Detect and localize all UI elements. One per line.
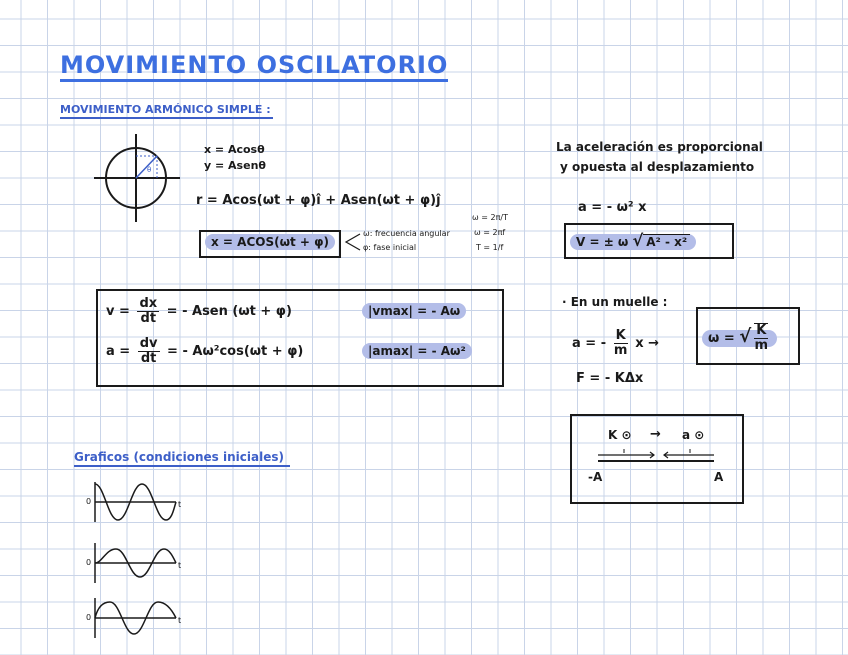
acel-line1: La aceleración es proporcional <box>556 140 763 154</box>
v-eq-left: V = ± ω <box>576 235 629 249</box>
graph-1-origin: 0 <box>86 497 92 506</box>
a-omega-equation: a = - ω² x <box>578 200 647 215</box>
x-time-box <box>199 230 341 258</box>
spring-diagram-lines <box>572 416 742 502</box>
phi-label: φ: fase inicial <box>363 243 417 252</box>
hooke-equation: F = - KΔx <box>576 371 644 386</box>
v-num: dx <box>139 296 158 311</box>
amax-equation: |amax| = - Aω² <box>362 343 472 359</box>
y-equation: y = Asenθ <box>204 159 266 172</box>
graph-3-t: t <box>178 616 182 625</box>
graph-3-curve <box>86 596 184 640</box>
graph-2 <box>86 541 184 585</box>
muelle-a-lhs: a = - <box>572 336 607 351</box>
graph-1-curve <box>86 480 184 524</box>
graph-3-origin: 0 <box>86 613 92 622</box>
acel-line2: y opuesta al desplazamiento <box>560 160 755 174</box>
v-eq-root: A² - x² <box>643 234 690 249</box>
diagram-left-label: K ⊙ <box>608 428 632 442</box>
omega-2pi-f: ω = 2πf <box>474 228 506 237</box>
muelle-a-rhs: x → <box>635 336 660 351</box>
x-time-equation: x = ACOS(ωt + φ) <box>205 234 335 250</box>
T-1-f: T = 1/f <box>476 243 504 252</box>
kinematics-box <box>96 289 504 387</box>
diagram-minus-A: -A <box>588 470 603 484</box>
omega-box: ω = √ $\frac{K}{m}$ <box>696 307 800 365</box>
a-lhs: a = <box>106 344 131 359</box>
muelle-omega-k: K <box>756 323 767 338</box>
section-heading-graficos: Graficos (condiciones iniciales) <box>74 450 290 467</box>
diagram-arrow: → <box>650 427 661 442</box>
diagram-right-label: a ⊙ <box>682 428 705 442</box>
brace-icon <box>344 232 362 252</box>
section-heading-mas: MOVIMIENTO ARMÓNICO SIMPLE : <box>60 103 273 119</box>
muelle-k: K <box>615 328 626 343</box>
graph-2-t: t <box>178 561 182 570</box>
muelle-m: m <box>613 343 628 358</box>
diagram-plus-A: A <box>714 470 724 484</box>
vmax-equation: |vmax| = - Aω <box>362 303 466 319</box>
velocity-box: V = ± ω √ A² - x² <box>564 223 734 259</box>
v-rhs: = - Asen (ωt + φ) <box>166 304 292 319</box>
graph-3 <box>86 596 184 640</box>
circle-diagram <box>92 132 182 224</box>
a-den: dt <box>140 351 157 366</box>
graph-1 <box>86 480 184 524</box>
page-title: MOVIMIENTO OSCILATORIO <box>60 52 448 82</box>
graph-2-curve <box>86 541 184 585</box>
graph-1-t: t <box>178 500 182 509</box>
omega-2pi-T: ω = 2π/T <box>472 213 508 222</box>
muelle-omega-left: ω = <box>708 330 735 346</box>
spring-diagram-box <box>570 414 744 504</box>
position-vector-equation: r = Acos(ωt + φ)î + Asen(ωt + φ)ĵ <box>196 193 441 208</box>
a-rhs: = - Aω²cos(ωt + φ) <box>167 344 304 359</box>
x-equation: x = Acosθ <box>204 143 265 156</box>
muelle-omega-m: m <box>754 338 769 353</box>
v-lhs: v = <box>106 304 130 319</box>
svg-text:θ: θ <box>147 166 152 174</box>
v-den: dt <box>140 311 157 326</box>
muelle-heading: · En un muelle : <box>562 295 668 309</box>
a-num: dv <box>139 336 158 351</box>
omega-label: ω: frecuencia angular <box>363 229 450 238</box>
graph-2-origin: 0 <box>86 558 92 567</box>
